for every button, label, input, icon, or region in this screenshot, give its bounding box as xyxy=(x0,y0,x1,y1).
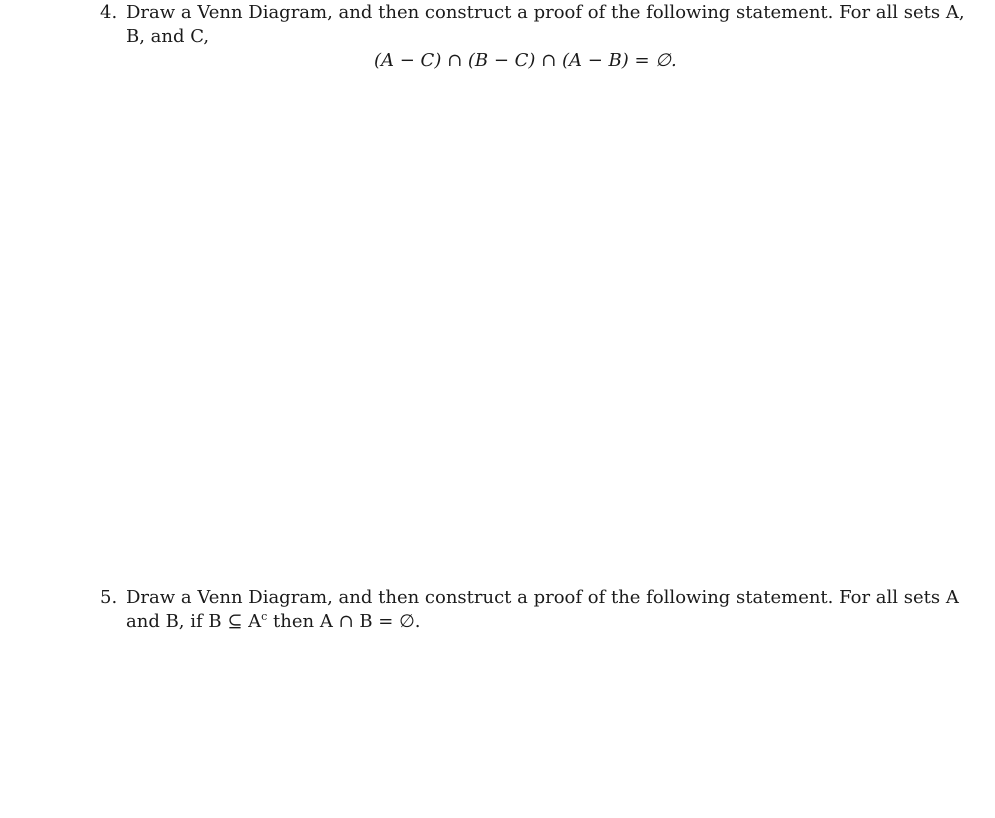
problem-statement-line-2 xyxy=(126,611,421,633)
problem-statement-line-1: Draw a Venn Diagram, and then construct a proof of the following statement. For all sets A xyxy=(126,587,959,608)
statement-text-after: then A ∩ B = ∅. xyxy=(267,611,421,632)
statement-text-before: and B, if B ⊆ A xyxy=(126,611,262,632)
problem-number: 5. xyxy=(100,587,118,608)
problem-statement-line-1: Draw a Venn Diagram, and then construct a proof of the following statement. For all sets A, xyxy=(126,2,965,23)
display-equation: (A − C) ∩ (B − C) ∩ (A − B) = ∅. xyxy=(374,50,677,71)
problem-statement-line-2: B, and C, xyxy=(126,26,210,47)
problem-number: 4. xyxy=(100,2,118,23)
complement-superscript: c xyxy=(261,610,268,623)
